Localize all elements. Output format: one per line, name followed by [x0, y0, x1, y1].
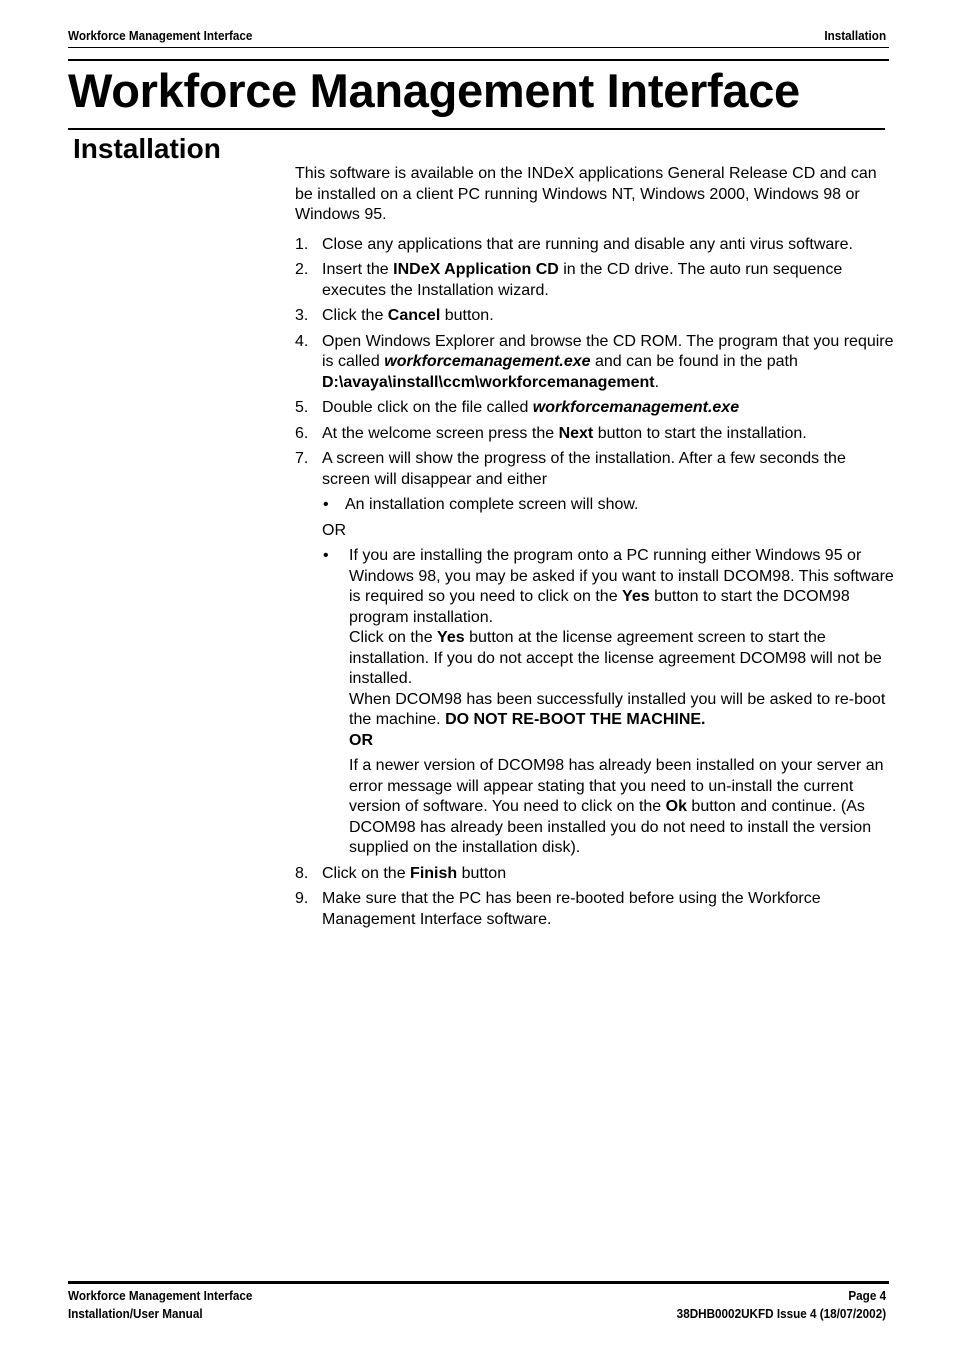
- bullet-item: [322, 495, 895, 516]
- step-number: 7.: [295, 450, 309, 467]
- bullet-icon: •: [323, 496, 329, 513]
- cd-name: INDeX Application CD: [393, 261, 559, 278]
- installation-steps: [295, 235, 895, 931]
- bullet-text: If a newer version of DCOM98 has already been installed on your server an error message will appear stating that you need to un-install the current version of software. You need to click on the: [349, 757, 884, 815]
- running-header: [68, 28, 886, 46]
- yes-button-name: Yes: [622, 588, 650, 605]
- newer-version-instructions: [349, 756, 895, 859]
- bullet-text: If you are installing the program onto a PC running either Windows 95 or Windows 98, you may be asked if you want to install DCOM98. This software is required so you need to click on the: [349, 547, 894, 605]
- step-3: [295, 306, 895, 327]
- step-text: .: [654, 373, 660, 391]
- yes-button-name: Yes: [437, 629, 465, 646]
- warning-text: DO NOT RE-BOOT THE MACHINE.: [445, 711, 706, 728]
- bullet-text: When DCOM98 has been successfully installed you will be asked to re-boot the machine.: [349, 690, 886, 728]
- section-heading: Installation: [73, 133, 221, 164]
- step-2: [295, 260, 895, 301]
- bullet-text: button to start the DCOM98 program installation.: [349, 588, 850, 626]
- step-text: in the CD drive. The auto run sequence executes the Installation wizard.: [322, 261, 843, 299]
- intro-paragraph: This software is available on the INDeX applications General Release CD and can be installed on a client PC running Windows NT, Windows 2000, Windows 98 or Windows 95.: [295, 165, 877, 223]
- step-number: 6.: [295, 424, 309, 442]
- step-number: 9.: [295, 890, 309, 907]
- step-text: A screen will show the progress of the installation. After a few seconds the screen will disappear and either: [322, 450, 846, 488]
- step-text: and can be found in the path: [590, 353, 798, 370]
- program-file-name: workforcemanagement.exe: [384, 353, 591, 370]
- step-7: [295, 449, 895, 859]
- program-file-name: workforcemanagement.exe: [532, 399, 740, 416]
- step-8: [295, 864, 895, 885]
- step-number: 8.: [295, 864, 309, 882]
- bullet-text: Click on the: [349, 629, 438, 646]
- header-section-name: Installation: [824, 28, 887, 43]
- step-4: [295, 332, 895, 394]
- license-instructions: [349, 628, 895, 690]
- bullet-text: button at the license agreement screen to start the installation. If you do not accept the license agreement DCOM98 will not be installed.: [349, 629, 882, 687]
- install-path: D:\avaya\install\ccm\workforcemanagement: [322, 373, 655, 391]
- bullet-icon: •: [323, 547, 329, 564]
- footer-left: [68, 1287, 252, 1323]
- header-document-name: Workforce Management Interface: [68, 28, 253, 43]
- page-number: Page 4: [848, 1288, 887, 1303]
- footer-rule: [68, 1281, 889, 1284]
- footer-right: [677, 1287, 886, 1323]
- step-text: Open Windows Explorer and browse the CD ROM. The program that you require is called: [322, 332, 894, 370]
- or-separator: OR: [322, 521, 346, 539]
- step-text: button: [457, 864, 507, 882]
- step-number: 5.: [295, 399, 309, 416]
- step-number: 4.: [295, 332, 309, 350]
- step-number: 1.: [295, 235, 309, 253]
- dcom98-instructions: [349, 546, 895, 628]
- bullet-text: An installation complete screen will show.: [345, 496, 639, 513]
- step-text: Click on the: [322, 864, 411, 882]
- finish-button-name: Finish: [410, 864, 458, 882]
- footer-manual-name: Installation/User Manual: [68, 1306, 203, 1321]
- step-5: [295, 398, 895, 419]
- header-rule: [68, 47, 889, 48]
- title-rule: [68, 128, 885, 130]
- step-text: Insert the: [322, 261, 394, 278]
- step-text: Click the: [322, 307, 388, 324]
- bullet-item: [322, 546, 895, 859]
- document-title: Workforce Management Interface: [68, 64, 800, 117]
- document-reference: 38DHB0002UKFD Issue 4 (18/07/2002): [676, 1306, 887, 1321]
- header-rule-thick: [68, 59, 889, 61]
- step-text: At the welcome screen press the: [322, 424, 559, 442]
- step-6: [295, 424, 895, 445]
- cancel-button-name: Cancel: [387, 307, 441, 324]
- or-separator: OR: [349, 731, 373, 749]
- step-text: button.: [440, 307, 494, 324]
- step-text: Double click on the file called: [322, 399, 533, 416]
- next-button-name: Next: [558, 424, 594, 442]
- reboot-warning: [349, 690, 895, 731]
- step-text: Close any applications that are running and disable any anti virus software.: [322, 235, 853, 253]
- body-text: [295, 164, 895, 935]
- bullet-text: button and continue. (As DCOM98 has already been installed you do not need to install the version supplied on the installation disk).: [349, 798, 872, 856]
- ok-button-name: Ok: [665, 798, 687, 815]
- step-9: [295, 889, 895, 930]
- step-1: [295, 235, 895, 256]
- step-number: 3.: [295, 307, 309, 324]
- step-text: button to start the installation.: [593, 424, 807, 442]
- footer-document-name: Workforce Management Interface: [68, 1288, 253, 1303]
- step-text: Make sure that the PC has been re-booted before using the Workforce Management Interface software.: [322, 890, 821, 928]
- step-number: 2.: [295, 261, 309, 278]
